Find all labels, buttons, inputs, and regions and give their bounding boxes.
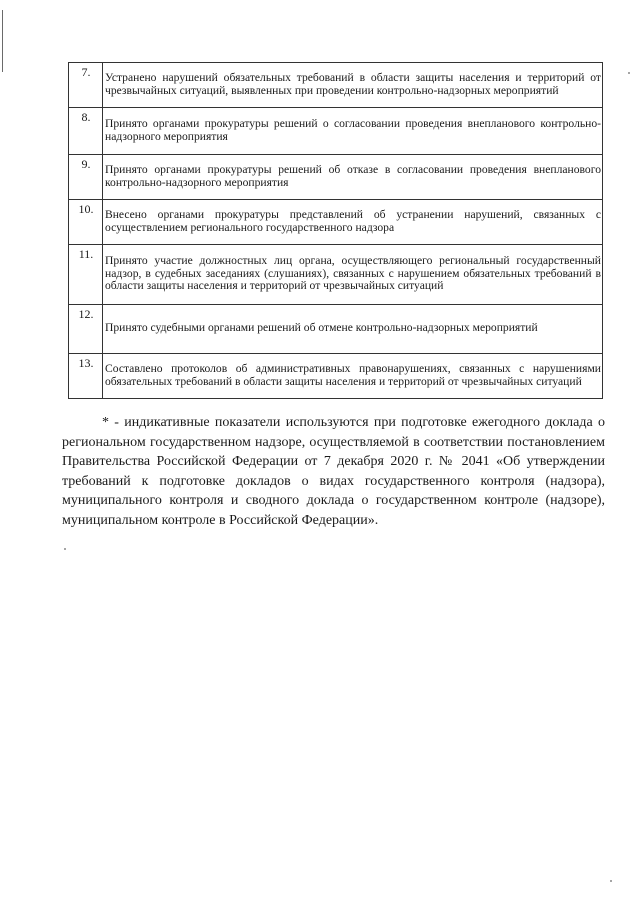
scan-speck: [628, 72, 630, 74]
table-row: [69, 108, 603, 155]
row-number: 7.: [69, 63, 103, 108]
row-number: 8.: [69, 108, 103, 155]
row-description: Принято участие должностных лиц органа, осуществляющего региональный государственный надзор, в судебных заседаниях (слушаниях), связанных с нарушением обязательных требований в области защиты населения и территорий от чрезвычайных ситуаций: [103, 245, 603, 305]
table-row: [69, 305, 603, 354]
row-number: 10.: [69, 200, 103, 245]
row-description: Внесено органами прокуратуры представлений об устранении нарушений, связанных с осуществлением регионального государственного надзора: [103, 200, 603, 245]
indicators-table: [68, 62, 603, 399]
table-row: [69, 63, 603, 108]
row-number: 11.: [69, 245, 103, 305]
row-description: Составлено протоколов об административных правонарушениях, связанных с нарушениями обязательных требований в области защиты населения и территорий от чрезвычайных ситуаций: [103, 354, 603, 399]
scan-speck: [610, 880, 612, 882]
row-description: Принято судебными органами решений об отмене контрольно-надзорных мероприятий: [103, 305, 603, 354]
footnote: * - индикативные показатели используются при подготовке ежегодного доклада о региональном государственном надзоре, осуществляемой в соответствии постановлением Правительства Российской Федерации от 7 декабря 2020 г. № 2041 «Об утверждении требований к подготовке докладов о видах государственного контроля (надзора), муниципального контроля и сводного доклада о государственном контроле (надзоре), муниципальном контроле в Российской Федерации».: [62, 415, 605, 528]
row-description: Устранено нарушений обязательных требований в области защиты населения и территорий от чрезвычайных ситуаций, выявленных при проведении контрольно-надзорных мероприятий: [103, 63, 603, 108]
table-row: [69, 200, 603, 245]
table-row: [69, 354, 603, 399]
table-row: [69, 245, 603, 305]
row-number: 12.: [69, 305, 103, 354]
row-number: 9.: [69, 155, 103, 200]
row-number: 13.: [69, 354, 103, 399]
scan-speck: [64, 548, 66, 550]
scan-edge-mark: [2, 10, 3, 72]
table-row: [69, 155, 603, 200]
row-description: Принято органами прокуратуры решений об отказе в согласовании проведения внепланового контрольно-надзорного мероприятия: [103, 155, 603, 200]
row-description: Принято органами прокуратуры решений о согласовании проведения внепланового контрольно-надзорного мероприятия: [103, 108, 603, 155]
